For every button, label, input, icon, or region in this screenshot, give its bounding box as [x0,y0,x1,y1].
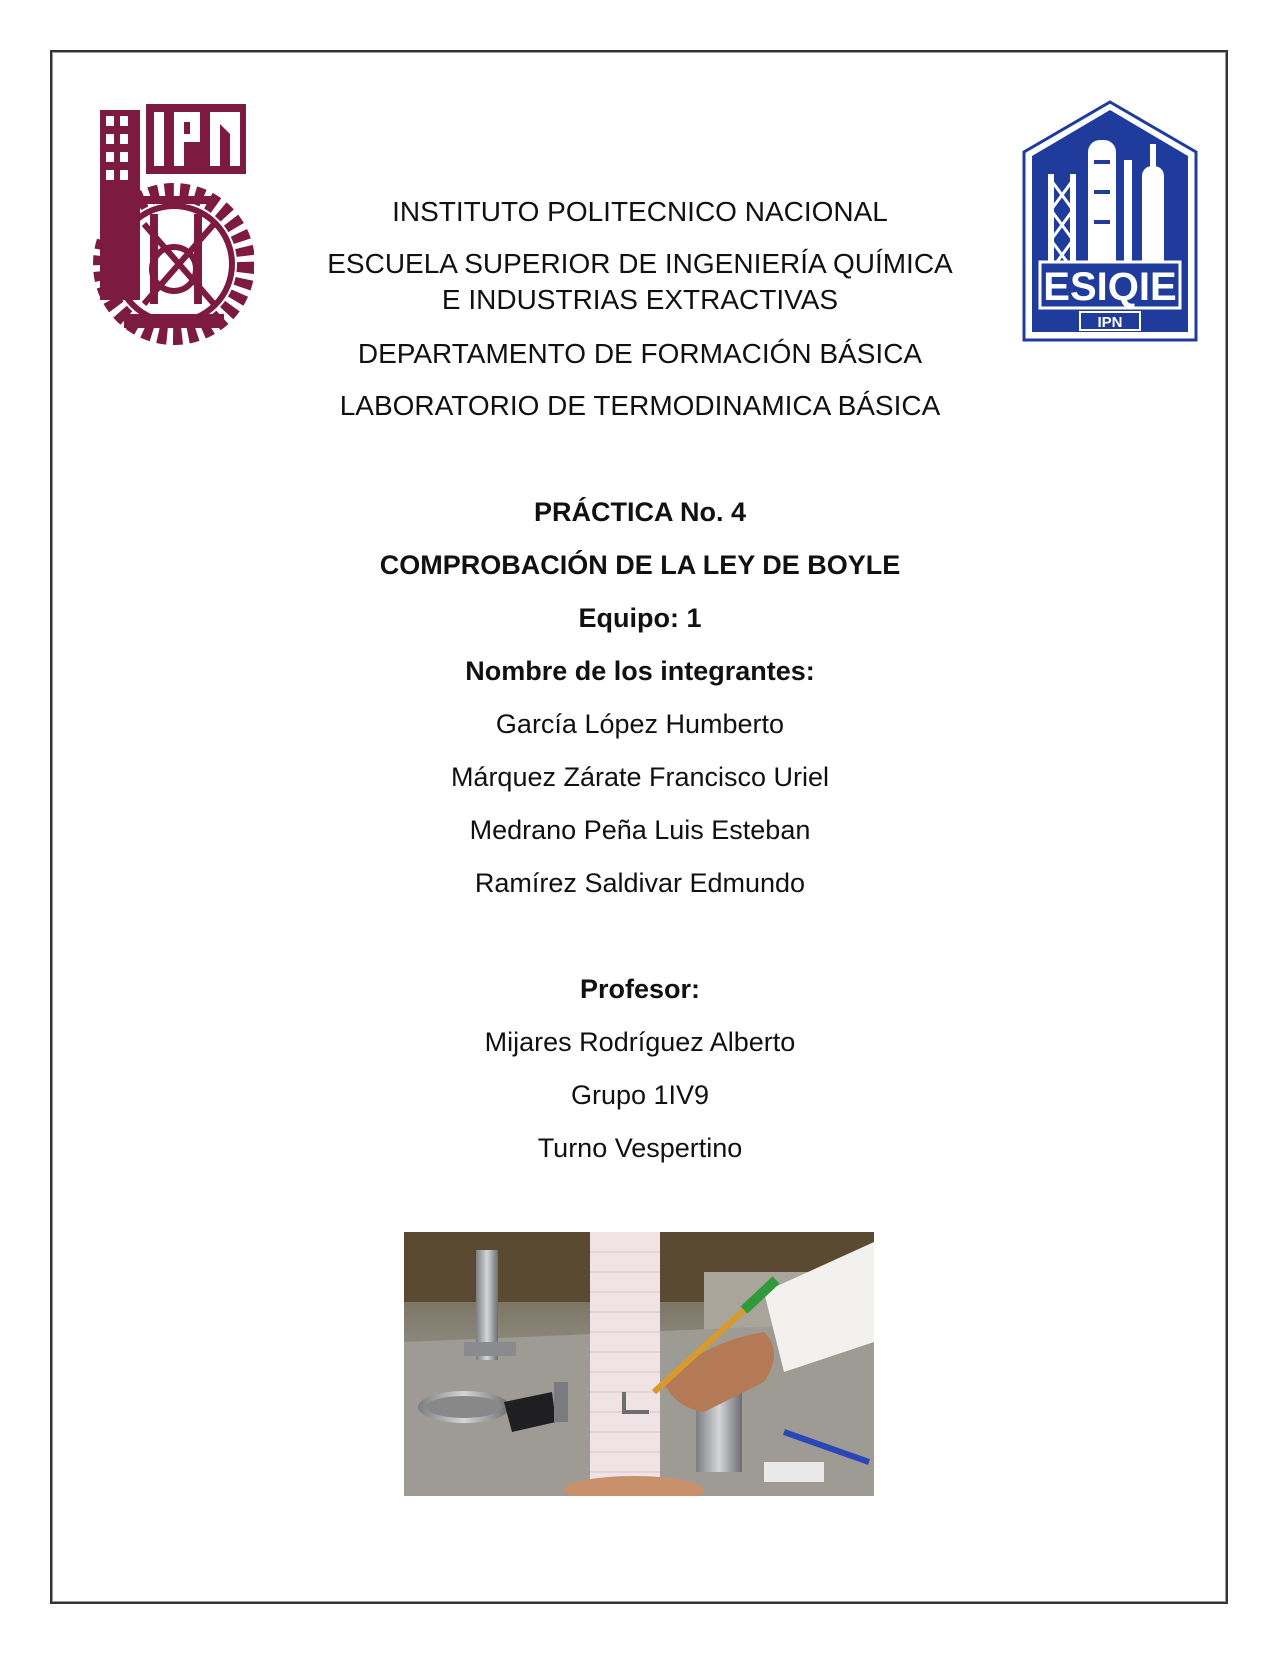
member-name: Medrano Peña Luis Esteban [469,815,811,845]
members-heading: Nombre de los integrantes: [465,656,815,686]
shift-label: Turno Vespertino [537,1133,743,1163]
lab-photo-image [404,1232,874,1496]
esiqie-logo-text: ESIQIE [1043,265,1177,309]
esiqie-logo-subtext: IPN [1097,314,1123,331]
group-label: Grupo 1IV9 [570,1080,710,1110]
member-name: Ramírez Saldivar Edmundo [474,868,806,898]
school-name-line2: E INDUSTRIAS EXTRACTIVAS [441,284,839,315]
practice-number: PRÁCTICA No. 4 [533,497,746,527]
professor-name: Mijares Rodríguez Alberto [484,1027,796,1057]
practice-title: COMPROBACIÓN DE LA LEY DE BOYLE [379,550,901,580]
member-name: García López Humberto [495,709,785,739]
department-name: DEPARTAMENTO DE FORMACIÓN BÁSICA [357,338,923,369]
team-label: Equipo: 1 [578,603,702,633]
laboratory-name: LABORATORIO DE TERMODINAMICA BÁSICA [339,390,941,421]
school-name-line1: ESCUELA SUPERIOR DE INGENIERÍA QUÍMICA [327,248,953,279]
institution-name: INSTITUTO POLITECNICO NACIONAL [392,196,888,227]
professor-heading: Profesor: [579,974,701,1004]
member-name: Márquez Zárate Francisco Uriel [450,762,830,792]
